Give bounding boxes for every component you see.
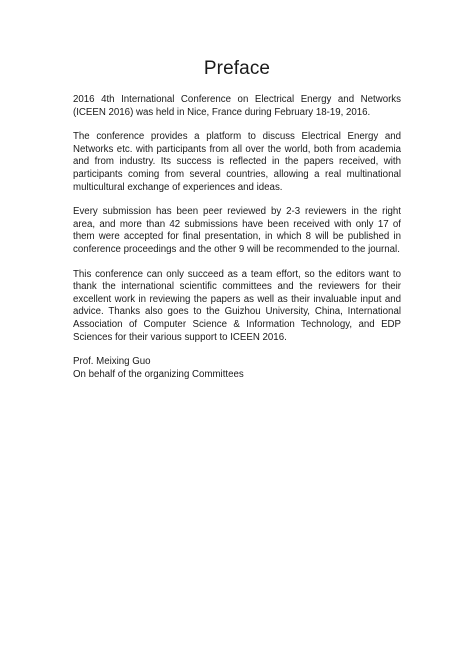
preface-body xyxy=(73,94,401,381)
paragraph-conference-platform: The conference provides a platform to discuss Electrical Energy and Networks etc. with participants from all over the world, both from academia and from industry. Its success is reflected in the papers received, with participants coming from several countries, allowing a real multinational multicultural exchange of experiences and ideas. xyxy=(73,131,401,193)
paragraph-conference-info: 2016 4th International Conference on Electrical Energy and Networks (ICEEN 2016) was held in Nice, France during February 18-19, 2016. xyxy=(73,94,401,118)
signature-affiliation: On behalf of the organizing Committees xyxy=(73,368,244,380)
signature-block xyxy=(73,356,401,381)
paragraph-peer-review: Every submission has been peer reviewed by 2-3 reviewers in the right area, and more than 42 submissions have been received with only 17 of them were accepted for final presentation, in which 8 will be published in conference proceedings and the other 9 will be recommended to the journal. xyxy=(73,206,401,255)
paragraph-acknowledgements: This conference can only succeed as a team effort, so the editors want to thank the international scientific committees and the reviewers for their excellent work in reviewing the papers as well as their invaluable input and advice. Thanks also goes to the Guizhou University, China, International Association of Computer Science & Information Technology, and EDP Sciences for their various support to ICEEN 2016. xyxy=(73,268,401,343)
page-title: Preface xyxy=(203,58,271,79)
signature-name: Prof. Meixing Guo xyxy=(73,356,151,368)
